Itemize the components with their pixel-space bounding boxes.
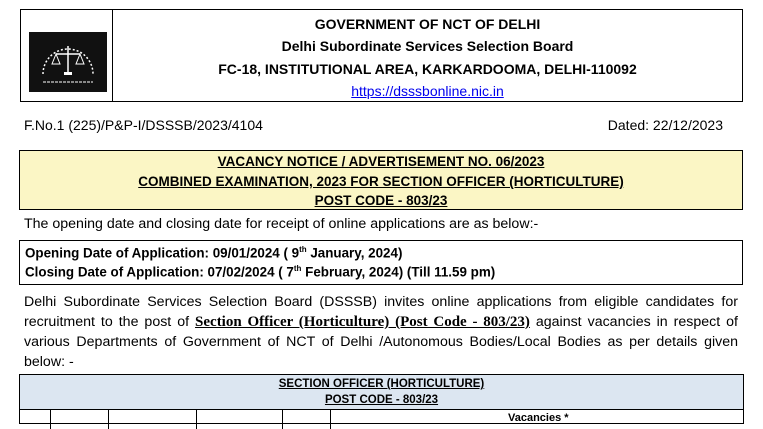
vacancies-header: Vacancies * bbox=[508, 412, 569, 424]
notice-title-box bbox=[19, 150, 743, 210]
closing-date: Closing Date of Application: 07/02/2024 ( 7th February, 2024) (Till 11.59 pm) bbox=[25, 264, 496, 280]
table-column-divider bbox=[108, 409, 109, 429]
table-column-divider bbox=[282, 409, 283, 429]
table-column-divider bbox=[50, 409, 51, 429]
examination-title: COMBINED EXAMINATION, 2023 FOR SECTION OFFICER (HORTICULTURE) bbox=[138, 174, 624, 189]
intro-text: The opening date and closing date for receipt of online applications are as below:- bbox=[24, 216, 539, 232]
opening-date: Opening Date of Application: 09/01/2024 ( 9th January, 2024) bbox=[25, 245, 403, 261]
advertisement-number: VACANCY NOTICE / ADVERTISEMENT NO. 06/2023 bbox=[217, 154, 545, 169]
website-link[interactable]: https://dsssbonline.nic.in bbox=[351, 83, 504, 99]
table-column-divider bbox=[196, 409, 197, 429]
header-board-name: Delhi Subordinate Services Selection Board bbox=[281, 38, 574, 54]
notice-date: Dated: 22/12/2023 bbox=[607, 117, 723, 133]
table-post-title: SECTION OFFICER (HORTICULTURE) bbox=[278, 378, 485, 390]
header-address: FC-18, INSTITUTIONAL AREA, KARKARDOOMA, DELHI-110092 bbox=[218, 61, 637, 77]
header-government-title: GOVERNMENT OF NCT OF DELHI bbox=[314, 16, 541, 32]
post-code: POST CODE - 803/23 bbox=[314, 193, 448, 208]
file-number: F.No.1 (225)/P&P-I/DSSSB/2023/4104 bbox=[24, 117, 263, 133]
header-table bbox=[20, 9, 743, 102]
post-name: Section Officer (Horticulture) (Post Code - 803/23) bbox=[195, 314, 530, 330]
table-column-divider bbox=[330, 409, 331, 429]
application-dates-box bbox=[19, 240, 743, 285]
vacancy-table bbox=[19, 374, 744, 424]
invitation-paragraph: Delhi Subordinate Services Selection Board (DSSSB) invites online applications from eligible candidates for recruitment to the post of Section Officer (Horticulture) (Post Code - 803/23) against vacancies in respect of various Departments of Government of NCT of Delhi /Autonomous Bodies/Local Bodies as per details given below: - bbox=[24, 294, 738, 370]
table-post-code: POST CODE - 803/23 bbox=[324, 394, 439, 406]
logo-cell bbox=[21, 10, 113, 101]
dsssb-emblem-logo-icon bbox=[29, 32, 107, 92]
vacancy-table-header bbox=[20, 375, 743, 410]
